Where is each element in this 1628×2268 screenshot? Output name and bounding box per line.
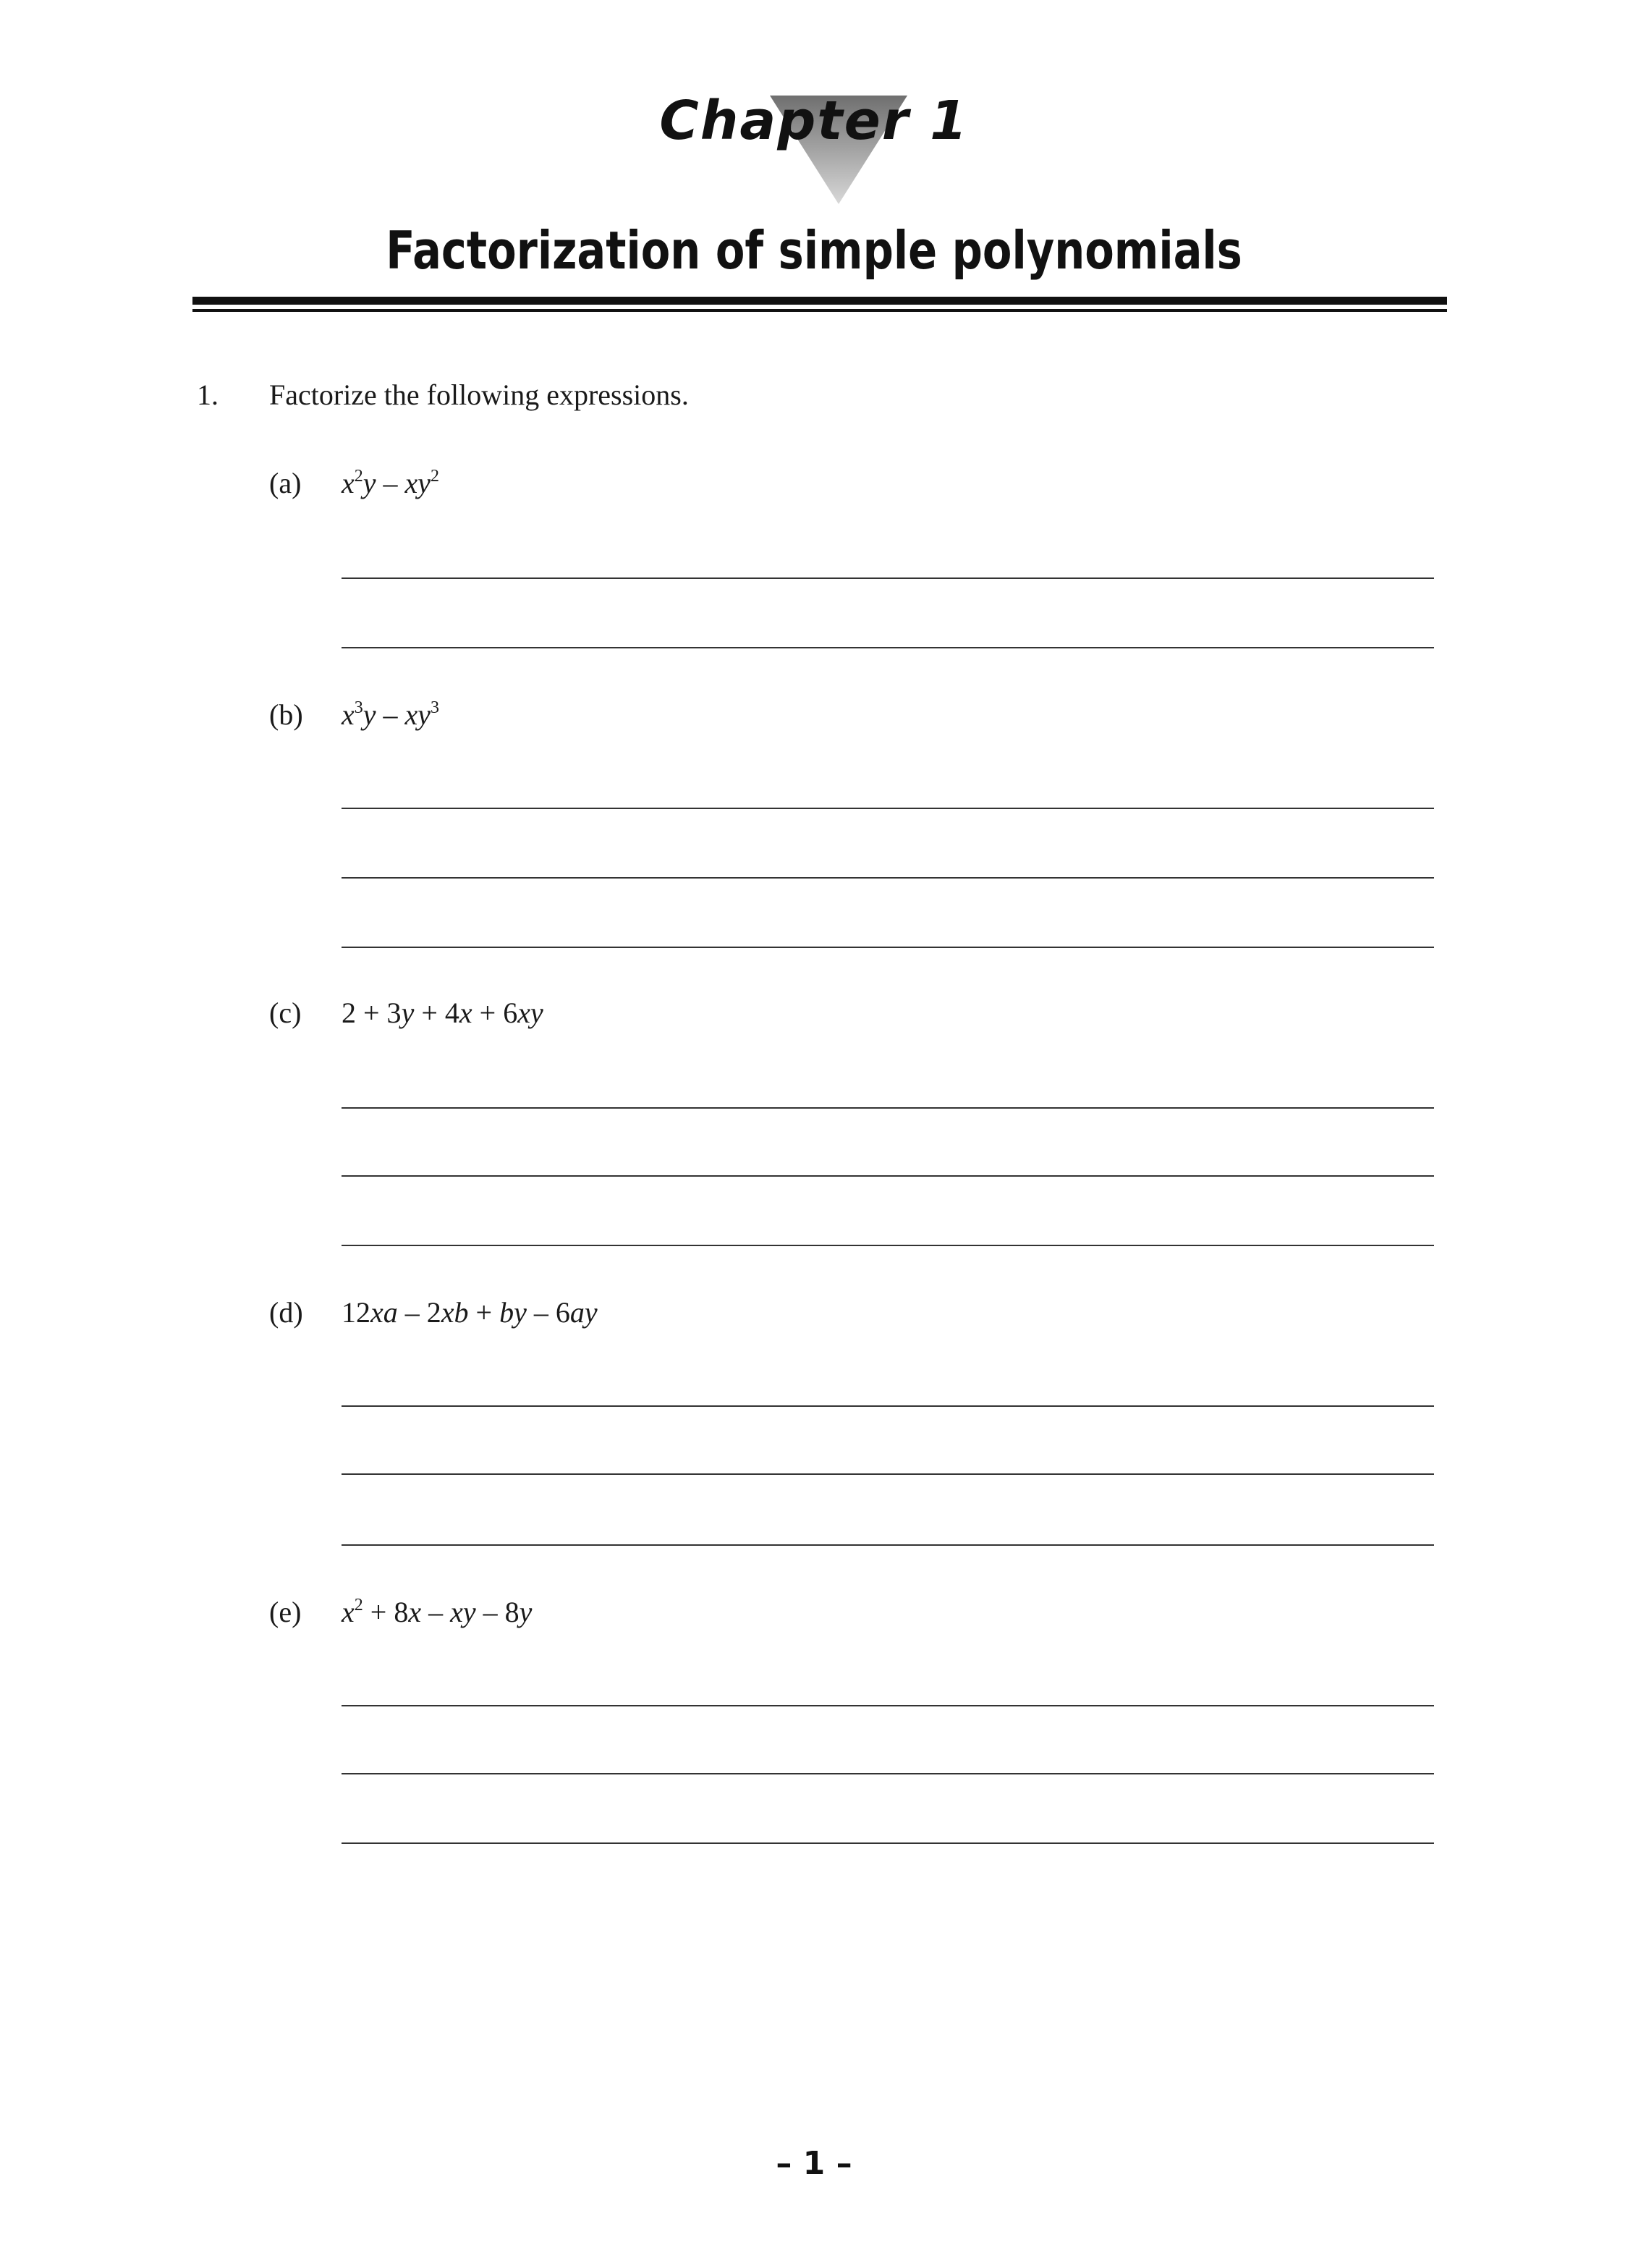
answer-line[interactable]: [342, 877, 1434, 879]
page-number: – 1 –: [776, 2145, 852, 2182]
title-divider-thin: [192, 309, 1447, 312]
answer-line[interactable]: [342, 947, 1434, 948]
answer-line[interactable]: [342, 577, 1434, 579]
answer-line[interactable]: [342, 1773, 1434, 1774]
answer-line[interactable]: [342, 1705, 1434, 1706]
answer-line[interactable]: [342, 647, 1434, 648]
part-b-label: (b): [269, 698, 303, 731]
answer-line[interactable]: [342, 1245, 1434, 1246]
question-instruction: Factorize the following expressions.: [269, 378, 689, 411]
chapter-label: Chapter 1: [659, 90, 969, 152]
answer-line[interactable]: [342, 808, 1434, 809]
part-d-expression: 12xa – 2xb + by – 6ay: [342, 1296, 598, 1329]
part-c-label: (c): [269, 997, 302, 1029]
answer-line[interactable]: [342, 1175, 1434, 1177]
answer-line[interactable]: [342, 1544, 1434, 1546]
part-b-expression: $x^3y - xy^3$: [342, 698, 440, 731]
answer-line[interactable]: [342, 1473, 1434, 1475]
answer-line[interactable]: [342, 1107, 1434, 1109]
answer-line[interactable]: [342, 1842, 1434, 1844]
part-e-label: (e): [269, 1596, 302, 1628]
part-a-label: (a): [269, 467, 302, 499]
title-divider-thick: [192, 297, 1447, 305]
part-a-expression: $x^2y - xy^2$: [342, 467, 440, 499]
part-d-label: (d): [269, 1296, 303, 1329]
part-c-expression: 2 + 3y + 4x + 6xy: [342, 997, 543, 1029]
question-number: 1.: [197, 378, 219, 411]
page-title: Factorization of simple polynomials: [386, 220, 1242, 281]
part-e-expression: $x^2 + 8x$ – xy – 8y: [342, 1596, 533, 1628]
answer-line[interactable]: [342, 1405, 1434, 1407]
